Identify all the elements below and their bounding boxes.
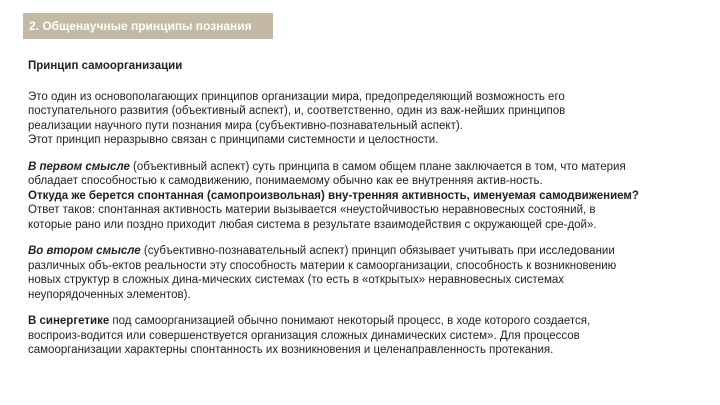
text-line: Этот принцип неразрывно связан с принципами системности и целостности. bbox=[28, 134, 439, 146]
text-line: неупорядоченных элементов). bbox=[28, 288, 191, 301]
emphasis-lead: В синергетике bbox=[28, 315, 110, 327]
text-line: Ответ таков: спонтанная активность материи вызывается «неустойчивостью неравновесных состояний, в bbox=[28, 204, 596, 216]
text-fragment: (объективный аспект) суть принципа в самом общем плане заключается в том, что материя bbox=[129, 160, 626, 173]
paragraph-second-sense bbox=[28, 244, 698, 302]
text-line bbox=[28, 314, 698, 329]
paragraph-synergetics bbox=[28, 314, 698, 358]
text-line bbox=[28, 160, 698, 175]
text-line: Это один из основополагающих принципов организации мира, предопределяющий возможность его bbox=[28, 90, 565, 103]
bold-question: Откуда же берется спонтанная (самопроизвольная) вну-тренняя активность, именуемая самодвижением? bbox=[28, 189, 639, 202]
slide-title-bar bbox=[23, 13, 273, 39]
section-heading: Принцип самоорганизации bbox=[28, 60, 183, 72]
text-line: которые рано или поздно приходит любая система в результате взаимодействия с окружающей сре-дой». bbox=[28, 218, 597, 231]
text-fragment: (субъективно-познавательный аспект) принцип обязывает учитывать при исследовании bbox=[140, 245, 615, 257]
text-line: различных объ-ектов реальности эту способность материи к самоорганизации, способность к возникновению bbox=[28, 259, 617, 272]
emphasis-lead: В первом смысле bbox=[28, 160, 130, 173]
text-fragment: под самоорганизацией обычно понимают некоторый процесс, в ходе которого создается, bbox=[109, 315, 591, 327]
slide-title: 2. Общенаучные принципы познания bbox=[29, 19, 252, 33]
emphasis-lead: Во втором смысле bbox=[28, 245, 141, 257]
text-line: новых структур в сложных дина-мических системах (то есть в «открытых» неравновесных системах bbox=[28, 274, 564, 286]
text-line: обладает способностью к самодвижению, понимаемому обычно как ее внутренняя актив-ность. bbox=[28, 175, 543, 187]
text-line: реализации научного пути познания мира (субъективно-познавательный аспект). bbox=[28, 119, 463, 132]
slide-content bbox=[28, 59, 698, 370]
text-line: воспроиз-водится или совершенствуется организация сложных динамических систем». Для процессов bbox=[28, 329, 580, 342]
paragraph-first-sense bbox=[28, 160, 698, 233]
paragraph-intro bbox=[28, 90, 698, 148]
text-line bbox=[28, 244, 698, 259]
text-line: самоорганизации характерны спонтанность их возникновения и целенаправленность протекания. bbox=[28, 344, 554, 356]
text-line: поступательного развития (объективный аспект), и, соответственно, один из важ-нейших принципов bbox=[28, 105, 566, 117]
